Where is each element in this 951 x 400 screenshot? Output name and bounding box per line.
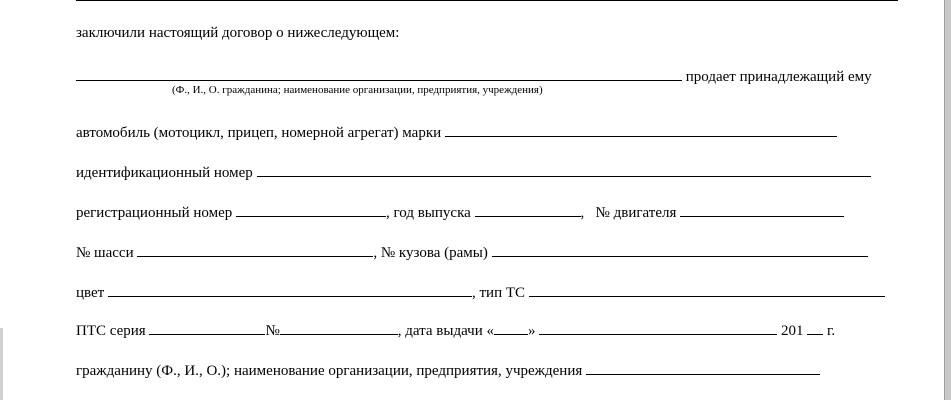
issue-date-close: »: [527, 323, 536, 339]
page-right-edge: [945, 0, 951, 400]
issue-day-blank[interactable]: [494, 320, 528, 335]
issue-month-blank[interactable]: [539, 320, 777, 335]
intro-line: [76, 24, 399, 42]
body-blank[interactable]: [492, 242, 868, 257]
reg-number-label: регистрационный номер: [76, 205, 233, 221]
year-label: , год выпуска: [386, 205, 471, 221]
year-blank[interactable]: [475, 202, 581, 217]
type-label: , тип ТС: [472, 285, 526, 301]
chassis-blank[interactable]: [137, 242, 373, 257]
reg-number-blank[interactable]: [236, 202, 386, 217]
intro-text: заключили настоящий договор о нижеследующем:: [76, 25, 400, 41]
vehicle-brand-label: автомобиль (мотоцикл, прицеп, номерной агрегат) марки: [76, 125, 442, 141]
seller-caption: (Ф., И., О. гражданина; наименование организации, предприятия, учреждения): [172, 84, 543, 96]
body-label: , № кузова (рамы): [373, 245, 488, 261]
buyer-line: [76, 360, 820, 380]
pts-series-blank[interactable]: [149, 320, 265, 335]
reg-line: регистрационный номер , год выпуска , № двигателя: [76, 202, 844, 222]
vin-line: [76, 162, 871, 182]
vehicle-brand-blank[interactable]: [445, 122, 837, 137]
buyer-label: гражданину (Ф., И., О.); наименование организации, предприятия, учреждения: [76, 363, 583, 379]
chassis-line: [76, 242, 868, 262]
pts-series-label: ПТС серия: [76, 323, 146, 339]
engine-label: № двигателя: [595, 205, 677, 221]
vin-label: идентификационный номер: [76, 165, 253, 181]
buyer-blank[interactable]: [586, 360, 820, 375]
year-prefix: 201: [780, 323, 804, 339]
issue-date-label: , дата выдачи «: [397, 323, 494, 339]
color-label: цвет: [76, 285, 105, 301]
vin-blank[interactable]: [257, 162, 871, 177]
page-left-edge: [0, 328, 3, 400]
seller-line: [76, 66, 872, 86]
seller-suffix-text: продает принадлежащий ему: [685, 69, 872, 85]
color-blank[interactable]: [108, 282, 472, 297]
top-blank-line: [76, 0, 898, 1]
seller-name-blank[interactable]: [76, 66, 682, 81]
year-suffix: г.: [826, 323, 836, 339]
type-blank[interactable]: [529, 282, 885, 297]
chassis-label: № шасси: [76, 245, 134, 261]
engine-blank[interactable]: [680, 202, 844, 217]
vehicle-brand-line: [76, 122, 837, 142]
pts-line: [76, 320, 835, 340]
pts-number-label: №: [265, 323, 280, 339]
issue-year-blank[interactable]: [807, 320, 823, 335]
pts-number-blank[interactable]: [280, 320, 398, 335]
color-line: [76, 282, 885, 302]
